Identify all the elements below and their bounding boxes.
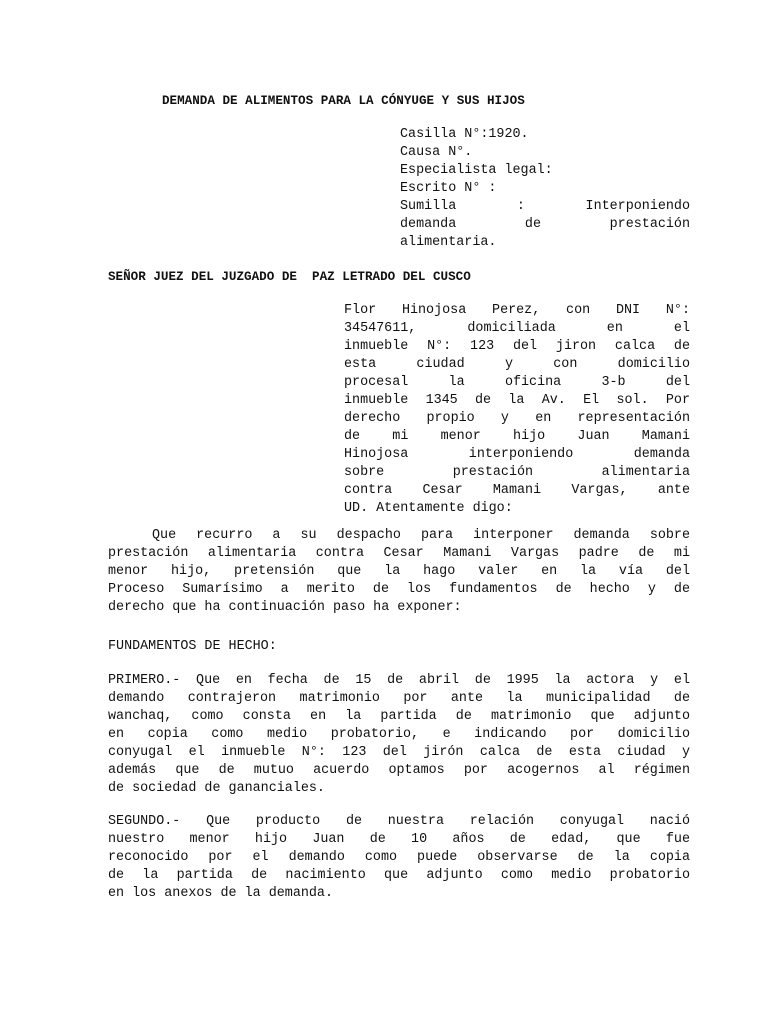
primero-paragraph [108, 672, 690, 798]
addressee-heading: SEÑOR JUEZ DEL JUZGADO DE PAZ LETRADO DEL CUSCO [108, 270, 471, 284]
paragraph-line: en los anexos de la demanda. [108, 886, 333, 901]
escrito-line: Escrito N° : [400, 181, 497, 196]
intro-line: derecho propio y en representación [344, 411, 690, 426]
causa-line: Causa N°. [400, 145, 473, 160]
sumilla-line: demanda de prestación [400, 217, 690, 232]
paragraph-line: de sociedad de gananciales. [108, 781, 325, 796]
paragraph-line: en copia como medio probatorio, e indicando por domicilio [108, 727, 690, 742]
paragraph-line: de la partida de nacimiento que adjunto como medio probatorio [108, 868, 690, 883]
case-metadata-block [400, 126, 690, 252]
intro-line: 34547611, domiciliada en el [344, 321, 690, 336]
document-title: DEMANDA DE ALIMENTOS PARA LA CÓNYUGE Y SUS HIJOS [162, 94, 525, 108]
opening-paragraph [108, 527, 690, 617]
paragraph-line: conyugal el inmueble N°: 123 del jirón calca de esta ciudad y [108, 745, 690, 760]
plaintiff-intro-block [344, 302, 690, 518]
paragraph-line: reconocido por el demando como puede observarse de la copia [108, 850, 690, 865]
intro-line: inmueble N°: 123 del jiron calca de [344, 339, 690, 354]
paragraph-line: prestación alimentaria contra Cesar Mamani Vargas padre de mi [108, 546, 690, 561]
intro-line: inmueble 1345 de la Av. El sol. Por [344, 393, 690, 408]
paragraph-line: derecho que ha continuación paso ha exponer: [108, 600, 462, 615]
intro-line: contra Cesar Mamani Vargas, ante [344, 483, 690, 498]
paragraph-line: menor hijo, pretensión que la hago valer en la vía del [108, 564, 690, 579]
intro-line: esta ciudad y con domicilio [344, 357, 690, 372]
intro-line: Flor Hinojosa Perez, con DNI N°: [344, 303, 690, 318]
paragraph-line: demando contrajeron matrimonio por ante la municipalidad de [108, 691, 690, 706]
paragraph-line: wanchaq, como consta en la partida de matrimonio que adjunto [108, 709, 690, 724]
paragraph-line: Proceso Sumarísimo a merito de los fundamentos de hecho y de [108, 582, 690, 597]
intro-line: Hinojosa interponiendo demanda [344, 447, 690, 462]
casilla-line: Casilla N°:1920. [400, 127, 529, 142]
intro-line: de mi menor hijo Juan Mamani [344, 429, 690, 444]
facts-heading: FUNDAMENTOS DE HECHO: [108, 639, 277, 654]
sumilla-line: alimentaria. [400, 235, 497, 250]
intro-line: procesal la oficina 3-b del [344, 375, 690, 390]
paragraph-line: nuestro menor hijo Juan de 10 años de edad, que fue [108, 832, 690, 847]
paragraph-line: SEGUNDO.- Que producto de nuestra relación conyugal nació [108, 814, 690, 829]
intro-line: UD. Atentamente digo: [344, 501, 513, 516]
intro-line: sobre prestación alimentaria [344, 465, 690, 480]
paragraph-line: PRIMERO.- Que en fecha de 15 de abril de 1995 la actora y el [108, 673, 690, 688]
paragraph-line: además que de mutuo acuerdo optamos por acogernos al régimen [108, 763, 690, 778]
paragraph-line: Que recurro a su despacho para interponer demanda sobre [152, 528, 690, 543]
segundo-paragraph [108, 813, 690, 903]
especialista-line: Especialista legal: [400, 163, 553, 178]
sumilla-line: Sumilla : Interponiendo [400, 199, 690, 214]
